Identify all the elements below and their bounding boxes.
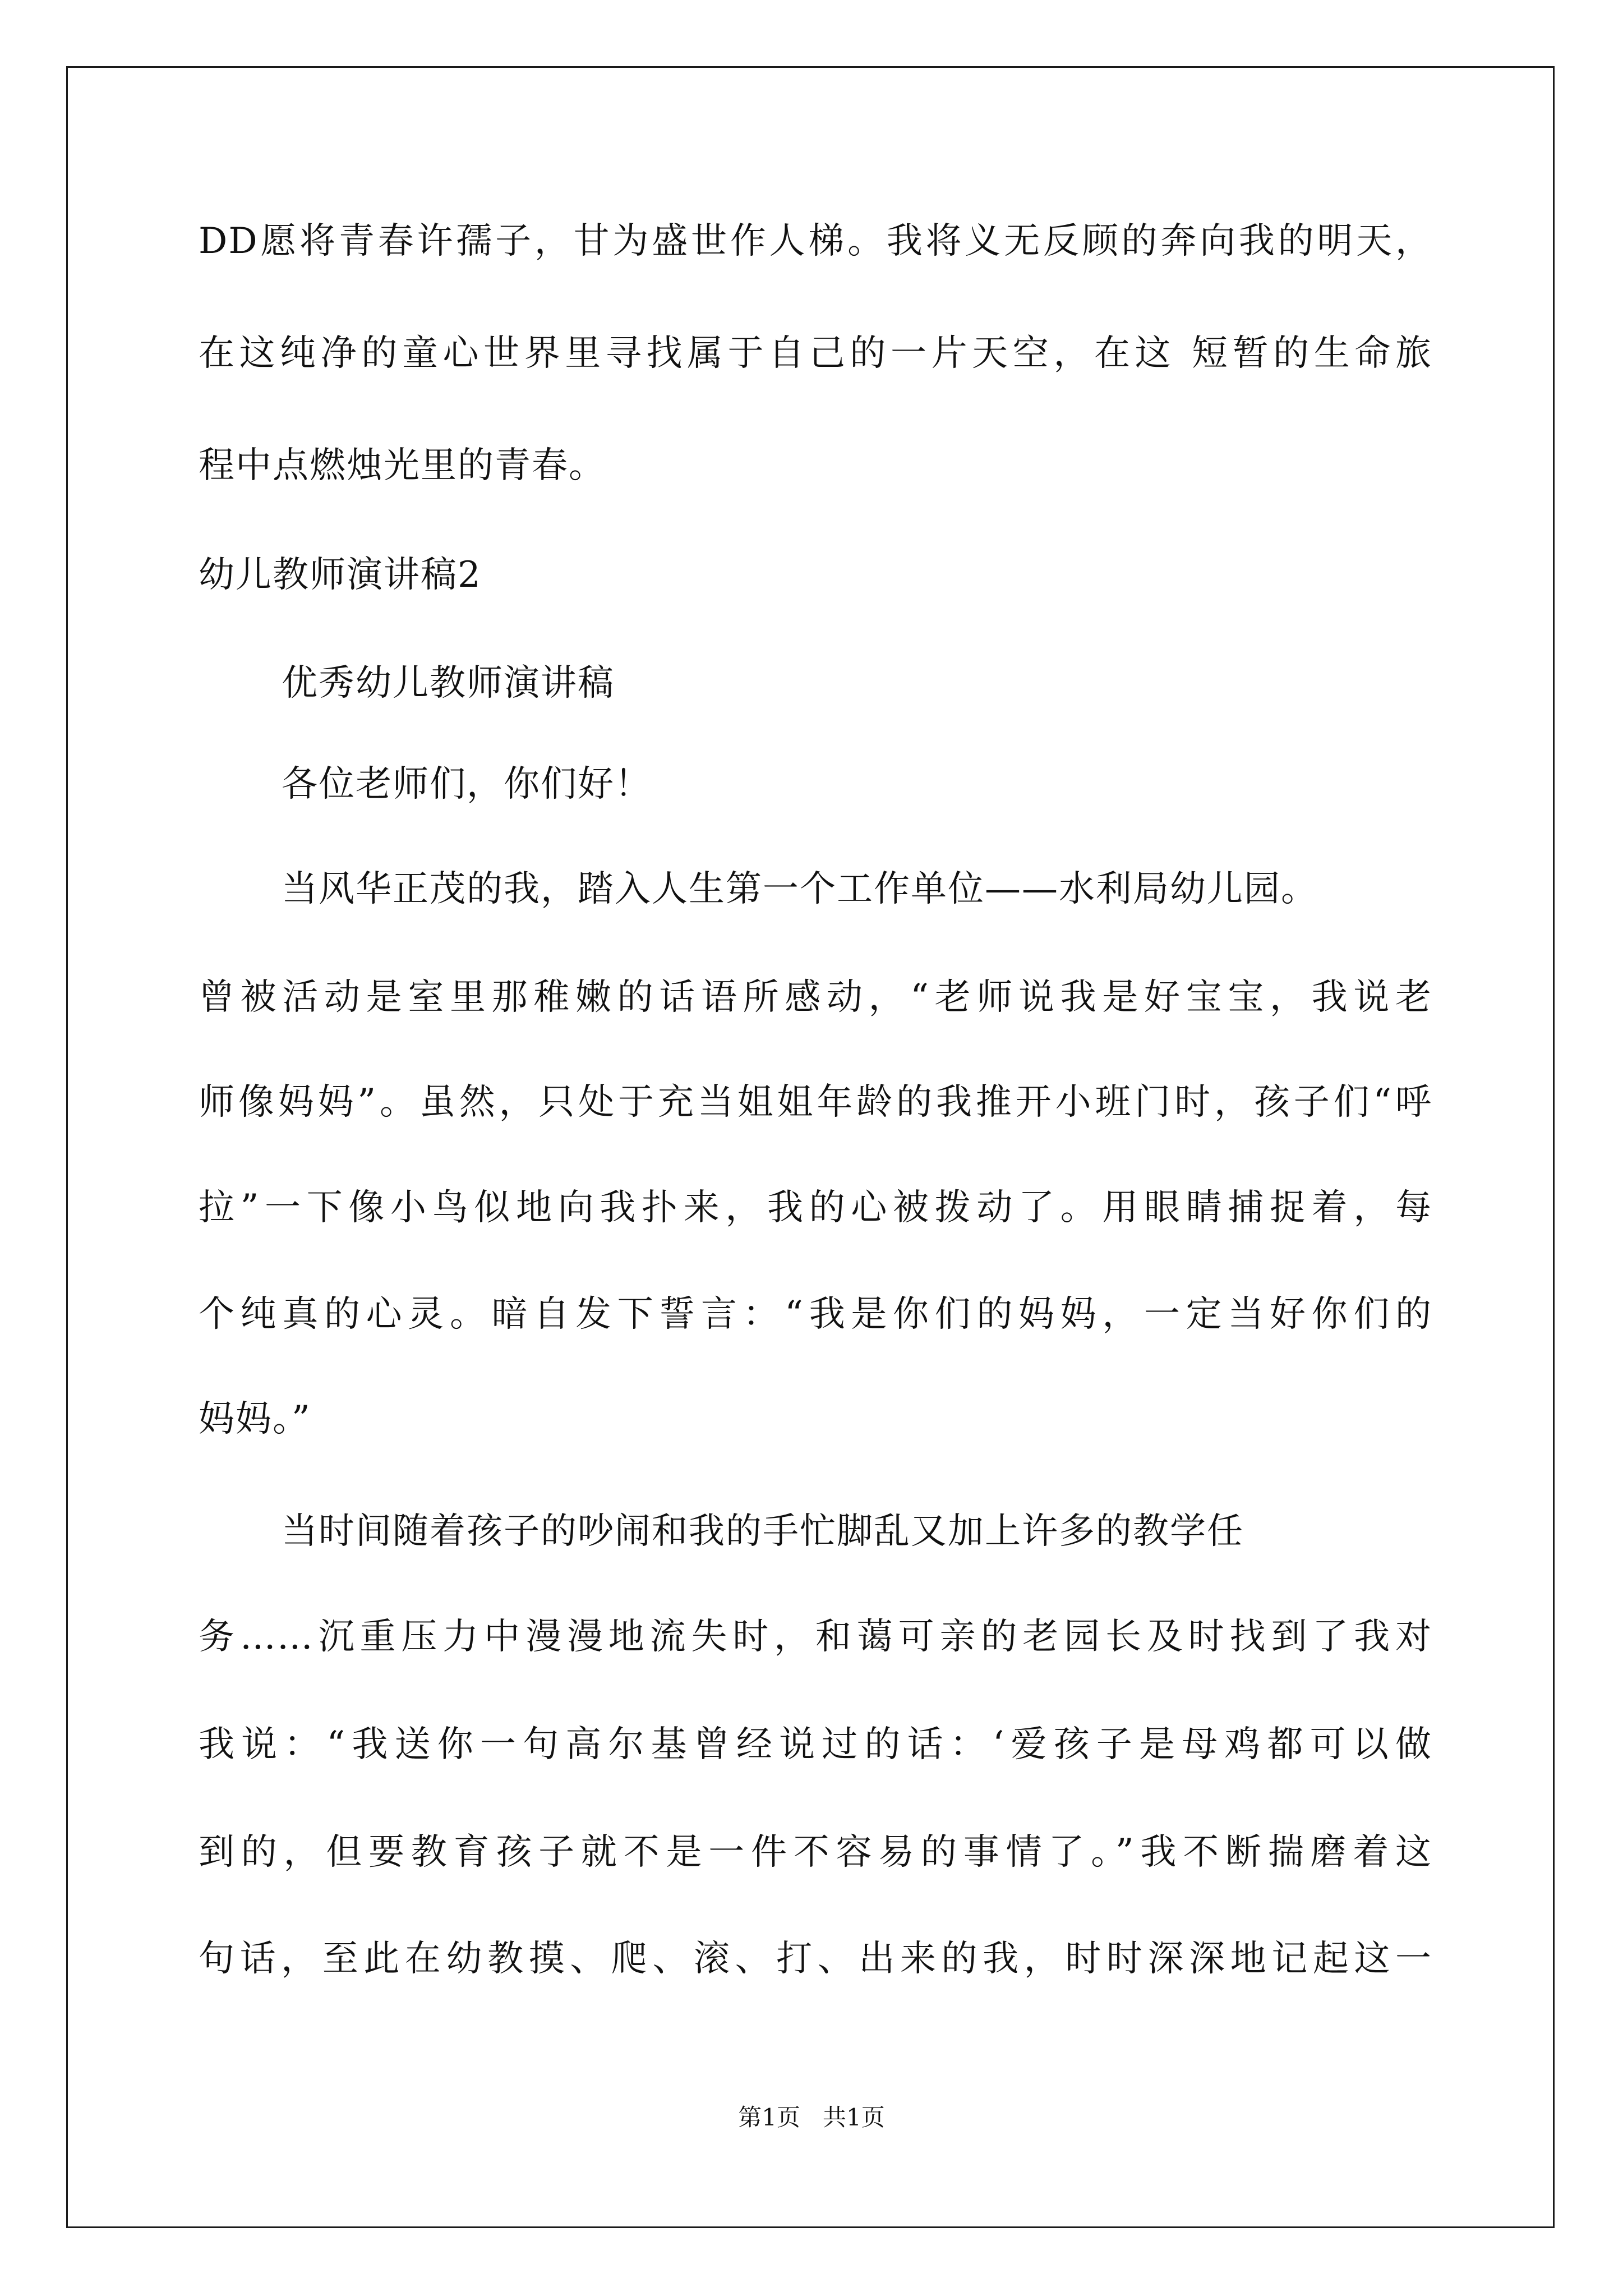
text-line: 当风华正茂的我，踏入人生第一个工作单位——水利局幼儿园。 (282, 868, 1318, 910)
text-line: 个纯真的心灵。暗自发下誓言：“我是你们的妈妈，一定当好你们的 (199, 1294, 1432, 1335)
page-number-label: 第1页 共1页 (738, 2104, 885, 2131)
greeting-line: 各位老师们，你们好！ (282, 763, 652, 805)
page-footer (0, 2101, 1623, 2134)
text-line: DD愿将青春许孺子，甘为盛世作人梯。我将义无反顾的奔向我的明天， (199, 220, 1432, 262)
text-line: 师像妈妈”。虽然，只处于充当姐姐年龄的我推开小班门时，孩子们“呼 (199, 1082, 1432, 1123)
text-line: 我说：“我送你一句高尔基曾经说过的话：‘爱孩子是母鸡都可以做 (199, 1724, 1432, 1765)
text-line: 句话，至此在幼教摸、爬、滚、打、出来的我，时时深深地记起这一 (199, 1938, 1432, 1980)
text-line: 到的，但要教育孩子就不是一件不容易的事情了。”我不断揣磨着这 (199, 1832, 1432, 1873)
section-heading: 幼儿教师演讲稿2 (199, 554, 482, 596)
page-border (66, 66, 1555, 2228)
text-line: 曾被活动是室里那稚嫩的话语所感动，“老师说我是好宝宝，我说老 (199, 977, 1432, 1018)
speech-title: 优秀幼儿教师演讲稿 (282, 662, 615, 704)
text-line: 程中点燃烛光里的青春。 (199, 445, 606, 486)
text-line: 当时间随着孩子的吵闹和我的手忙脚乱又加上许多的教学任 (282, 1511, 1244, 1552)
text-line: 妈妈。” (199, 1398, 311, 1440)
text-line: 在这纯净的童心世界里寻找属于自己的一片天空，在这 短暂的生命旅 (199, 333, 1432, 374)
text-line: 务……沉重压力中漫漫地流失时，和蔼可亲的老园长及时找到了我对 (199, 1616, 1432, 1658)
text-line: 拉”一下像小鸟似地向我扑来，我的心被拨动了。用眼睛捕捉着，每 (199, 1187, 1432, 1228)
